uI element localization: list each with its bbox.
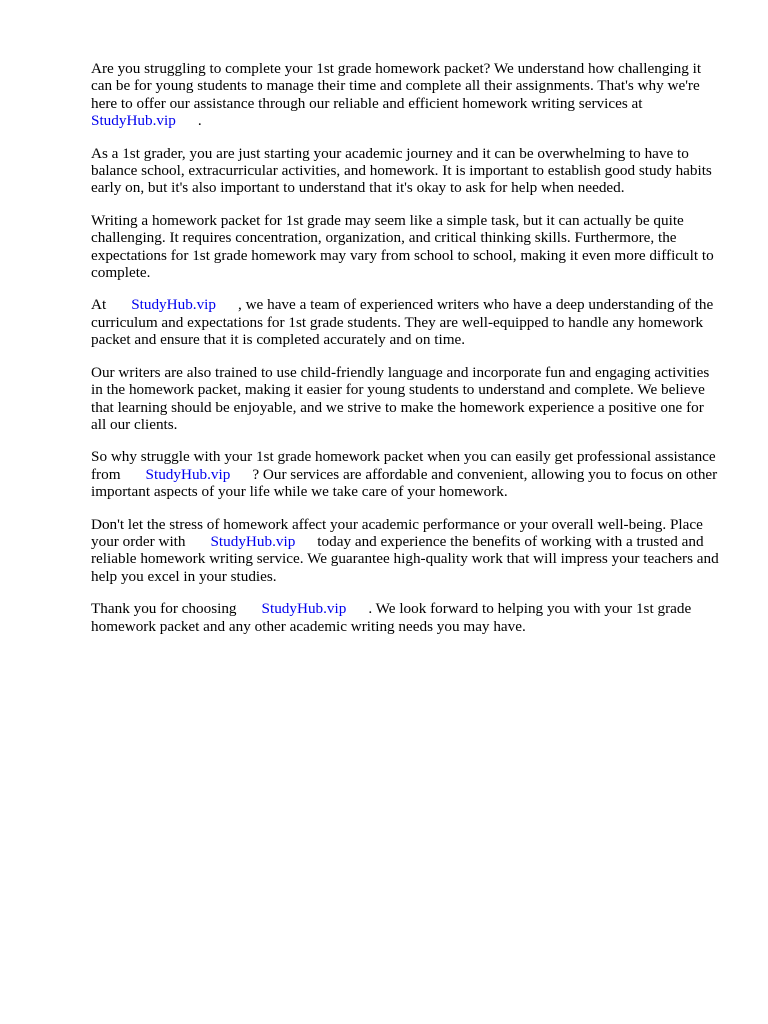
paragraph-text: ? Our services are affordable and convenient, allowing you to focus on other important aspects of your life while we take care of your homework. [91,465,718,501]
studyhub-link[interactable]: StudyHub.vip [261,600,347,618]
paragraph-text: . We look forward to helping you with your 1st grade homework packet and any other academic writing needs you may have. [91,600,692,635]
paragraph-text: Writing a homework packet for 1st grade may seem like a simple task, but it can actually be quite challenging. It requires concentration, organization, and critical thinking skills. Furthermore, the expectations for 1st grade homework may vary from school to school, making it even more difficult to complete. [91,211,714,282]
paragraph-intro [91,60,721,130]
studyhub-link[interactable]: StudyHub.vip [91,112,176,130]
paragraph-text: At [91,296,107,314]
document-body [91,60,721,650]
paragraph-place-order [91,516,721,586]
paragraph-experienced-writers [91,296,721,348]
paragraph-child-friendly [91,364,721,434]
paragraph-text: Are you struggling to complete your 1st grade homework packet? We understand how challenging it can be for young students to manage their time and complete all their assignments. That's why we're here to offer our assistance through our reliable and efficient homework writing services at [91,60,702,112]
studyhub-link[interactable]: StudyHub.vip [131,296,216,314]
paragraph-academic-journey [91,145,721,197]
paragraph-text: . [197,112,202,130]
paragraph-thank-you [91,600,721,635]
paragraph-text: Don't let the stress of homework affect your academic performance or your overall well-being. Place your order with [91,515,703,550]
paragraph-text: So why struggle with your 1st grade homework packet when you can easily get professional assistance from [91,448,716,483]
paragraph-why-struggle [91,448,721,500]
paragraph-text: Our writers are also trained to use child-friendly language and incorporate fun and engaging activities in the homework packet, making it easier for young students to understand and complete. We believe that learning should be enjoyable, and we strive to make the homework experience a positive one for all our clients. [91,363,710,433]
paragraph-text: Thank you for choosing [91,600,237,618]
paragraph-text: , we have a team of experienced writers who have a deep understanding of the curriculum and expectations for 1st grade students. They are well-equipped to handle any homework packet and ensure that it is completed accurately and on time. [91,296,714,349]
paragraph-text: As a 1st grader, you are just starting your academic journey and it can be overwhelming to have to balance school, extracurricular activities, and homework. It is important to establish good study habits early on, but it's also important to understand that it's okay to ask for help when needed. [91,144,712,197]
paragraph-challenging-task [91,212,721,282]
studyhub-link[interactable]: StudyHub.vip [145,465,231,483]
paragraph-text: today and experience the benefits of working with a trusted and reliable homework writing service. We guarantee high-quality work that will impress your teachers and help you excel in your studies. [91,532,719,585]
studyhub-link[interactable]: StudyHub.vip [210,532,296,550]
